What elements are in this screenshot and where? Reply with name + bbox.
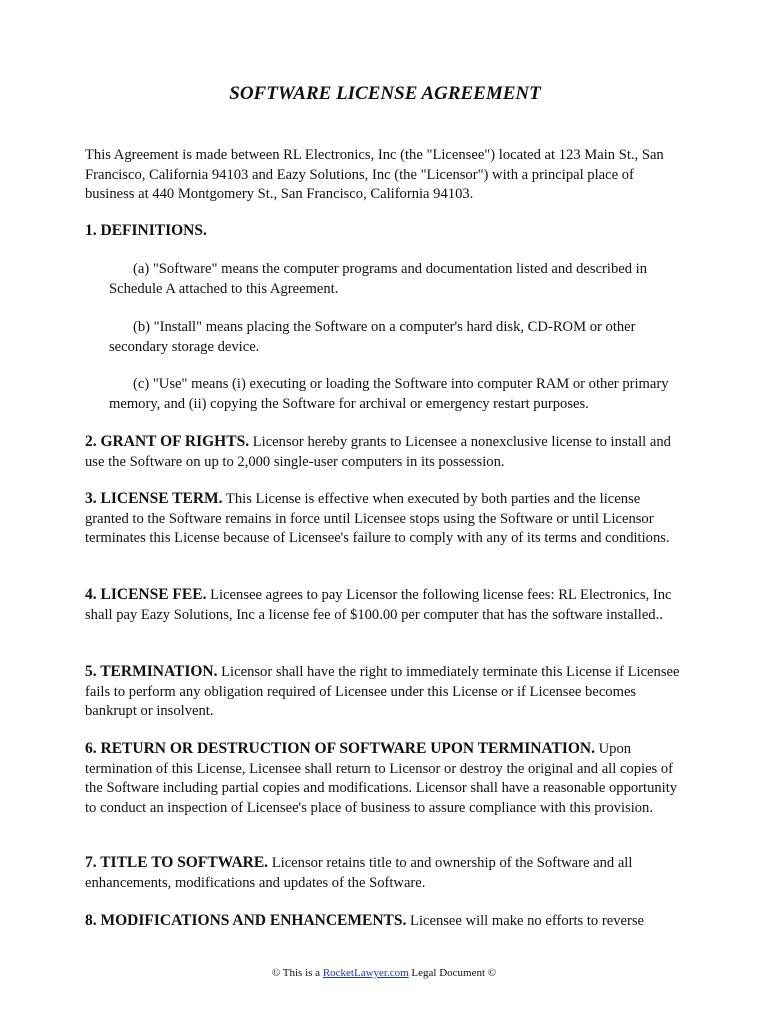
section-heading: 4. LICENSE FEE. (85, 586, 207, 603)
section-modifications (85, 911, 685, 932)
section-definitions (85, 221, 685, 242)
section-heading: 8. MODIFICATIONS AND ENHANCEMENTS. (85, 912, 407, 929)
section-body: This License is effective when executed by both parties and the license granted to the Software remains in force until Licensee stops using the Software or until Licensor terminates this License because of Licensee's failure to comply with any of its terms and conditions. (85, 491, 670, 546)
rocketlawyer-link[interactable]: RocketLawyer.com (322, 967, 409, 979)
section-heading: 7. TITLE TO SOFTWARE. (85, 854, 269, 871)
section-license-term (85, 489, 685, 549)
section-body: Licensor hereby grants to Licensee a nonexclusive license to install and use the Software on up to 2,000 single-user computers in its possession. (85, 434, 671, 470)
intro-paragraph: This Agreement is made between RL Electronics, Inc (the "Licensee") located at 123 Main St., San Francisco, California 94103 and Eazy Solutions, Inc (the "Licensor") with a principal place of business at 440 Montgomery St., San Francisco, California 94103. (85, 147, 664, 202)
section-body: Licensee agrees to pay Licensor the following license fees: RL Electronics, Inc shall pay Eazy Solutions, Inc a license fee of $100.00 per computer that has the software installed.. (85, 587, 672, 623)
section-body: Licensor retains title to and ownership of the Software and all enhancements, modifications and updates of the Software. (85, 855, 633, 891)
section-title-to-software (85, 853, 685, 893)
section-heading: 6. RETURN OR DESTRUCTION OF SOFTWARE UPON TERMINATION. (85, 740, 595, 757)
page-footer (0, 967, 768, 979)
section-termination (85, 662, 685, 722)
section-heading: 5. TERMINATION. (85, 663, 218, 680)
definition-software: (a) "Software" means the computer programs and documentation listed and described in Schedule A attached to this Agreement. (109, 261, 648, 297)
footer-suffix: Legal Document © (411, 967, 497, 979)
section-return-or-destruction (85, 739, 685, 818)
document-title: SOFTWARE LICENSE AGREEMENT (229, 83, 541, 104)
section-heading: 3. LICENSE TERM. (85, 490, 223, 507)
definition-install: (b) "Install" means placing the Software on a computer's hard disk, CD-ROM or other secondary storage device. (109, 319, 636, 355)
definition-use: (c) "Use" means (i) executing or loading the Software into computer RAM or other primary memory, and (ii) copying the Software for archival or emergency restart purposes. (109, 376, 669, 412)
section-grant-of-rights (85, 432, 685, 472)
section-license-fee (85, 585, 685, 625)
footer-prefix: © This is a (271, 967, 321, 979)
section-body: Licensor shall have the right to immediately terminate this License if Licensee fails to perform any obligation required of Licensee under this License or if Licensee becomes bankrupt or insolvent. (85, 664, 680, 719)
section-body: Licensee will make no efforts to reverse (410, 913, 644, 929)
section-heading: 1. DEFINITIONS. (85, 222, 207, 239)
section-heading: 2. GRANT OF RIGHTS. (85, 433, 250, 450)
section-body: Upon termination of this License, Licensee shall return to Licensor or destroy the original and all copies of the Software including partial copies and modifications. Licensor shall have a reasonable opportunity to conduct an inspection of Licensee's place of business to assure compliance with this provision. (85, 741, 678, 816)
